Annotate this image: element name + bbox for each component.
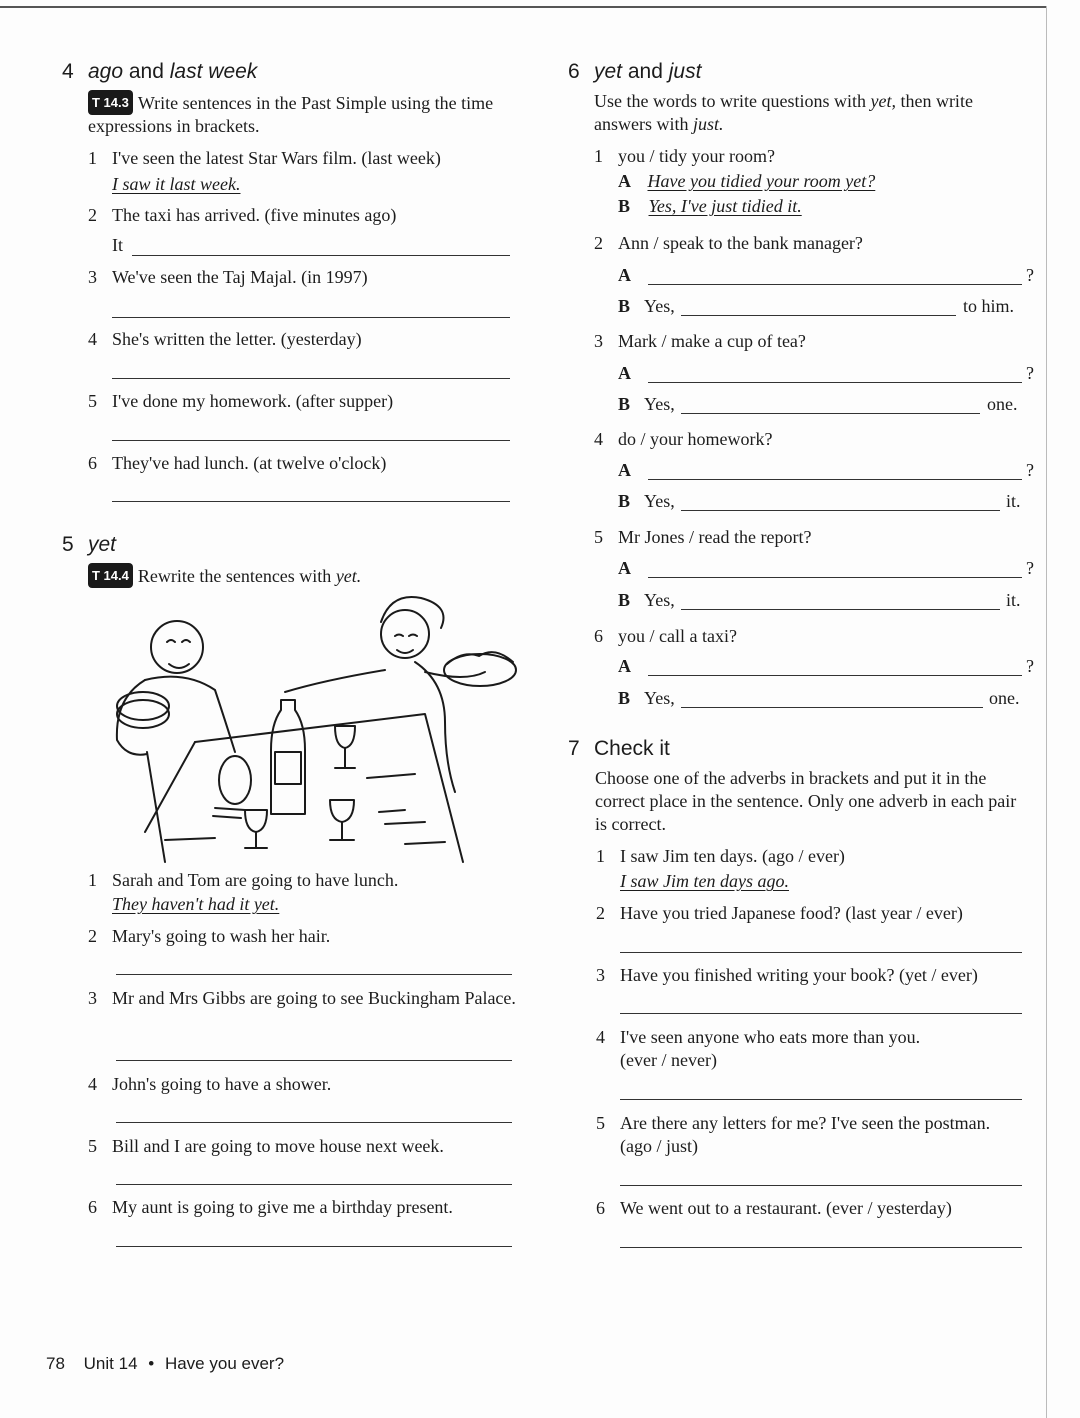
unit-label: Unit 14 [83,1354,138,1373]
sec4-item-2 [88,204,518,257]
speaker-a-letter: A [618,363,631,383]
item-text: Ann / speak to the bank manager? [618,233,863,253]
table-edge [195,714,463,862]
page-footer [46,1354,284,1374]
sec5-item-2 [88,925,518,948]
sec6-item-1-answer-a [618,170,875,193]
item-text: I've seen anyone who eats more than you. (ever / never) [620,1027,921,1070]
speaker-a-letter: A [618,265,631,285]
answer-line[interactable] [112,440,510,441]
answer-suffix: one. [987,394,1018,414]
speaker-a-label [618,264,631,287]
answer-line[interactable] [620,1099,1022,1100]
question-mark: ? [1026,265,1034,285]
speaker-b-row [618,393,675,416]
speaker-a-label [618,362,631,385]
section-7-heading [568,737,1028,761]
section-5-instruction [88,563,512,588]
answer-prefix: Yes, [644,688,675,708]
heading-word-last-week: last week [169,60,258,83]
speaker-b-row [618,589,675,612]
speaker-a-letter: A [618,460,631,480]
woman-body [415,662,455,792]
section-7-instruction: Choose one of the adverbs in brackets and put it in the correct place in the sentence. Only one adverb in each pair is correct. [595,768,1017,834]
item-number: 4 [88,1074,97,1094]
answer-line[interactable] [116,1184,512,1185]
item-number: 5 [88,391,97,411]
item-text: We went out to a restaurant. (ever / yesterday) [620,1198,952,1218]
item-number: 6 [88,453,97,473]
answer-suffix: one. [989,688,1020,708]
section-number: 7 [568,737,580,760]
sec5-item-3 [88,987,518,1010]
page-number: 78 [46,1354,65,1373]
heading-word-ago: ago [88,60,124,83]
item-number: 4 [88,329,97,349]
answer-line[interactable] [112,317,510,318]
instruction-keyword: yet, [870,91,896,111]
man-body [145,677,235,752]
section-4-instruction [88,90,512,138]
wine-glass [335,726,355,768]
item-text: you / tidy your room? [618,146,775,166]
item-text: Sarah and Tom are going to have lunch. [112,870,399,890]
sec5-item-4 [88,1073,518,1096]
section-6-heading [568,60,1028,84]
answer-prefix: Yes, [644,296,675,316]
section-6-instruction [594,90,1028,136]
sec5-item-5 [88,1135,518,1158]
item-text: I've seen the latest Star Wars film. (last week) [112,148,441,168]
sec7-item-5 [596,1112,1026,1158]
speaker-b-letter: B [618,394,631,414]
sec4-item-3 [88,266,518,289]
speaker-a-label: A [618,171,631,191]
item-number: 3 [88,267,97,287]
speaker-a-letter: A [618,656,631,676]
held-plate [219,756,251,804]
wine-glass [245,810,267,848]
item-text: you / call a taxi? [618,626,737,646]
answer-suffix: it. [1006,590,1021,610]
answer-prefix: Yes, [644,394,675,414]
item-text: My aunt is going to give me a birthday present. [112,1197,453,1217]
speaker-b-letter: B [618,590,631,610]
example-answer: Yes, I've just tidied it. [648,196,802,216]
sec6-item-1 [594,145,1024,168]
answer-prefix: Yes, [644,491,675,511]
sec6-item-1-answer-b [618,195,802,218]
item-number: 1 [88,148,97,168]
section-5-heading [62,533,512,557]
item-number: 2 [596,903,605,923]
item-number: 5 [594,527,603,547]
item-number: 4 [594,429,603,449]
sec7-item-1 [596,845,1026,893]
speaker-a-label [618,459,631,482]
item-text: Mary's going to wash her hair. [112,926,331,946]
answer-line[interactable] [620,1185,1022,1186]
item-number: 6 [88,1197,97,1217]
instruction-text: Write sentences in the Past Simple using the time expressions in brackets. [88,93,494,136]
speaker-a-label [618,557,631,580]
bullet-separator: • [148,1354,155,1373]
question-mark: ? [1026,656,1034,676]
answer-line[interactable] [112,378,510,379]
sec6-item-5 [594,526,1024,549]
sec6-item-3 [594,330,1024,353]
item-text: do / your homework? [618,429,773,449]
answer-line[interactable] [132,255,510,256]
item-number: 2 [88,205,97,225]
answer-line[interactable] [620,952,1022,953]
answer-line[interactable] [620,1013,1022,1014]
item-text: Have you finished writing your book? (yet / ever) [620,965,978,985]
sec7-item-2 [596,902,1026,925]
speaker-a-letter: A [618,558,631,578]
answer-line[interactable] [681,510,1000,511]
speaker-b-label: B [618,196,631,216]
item-number: 1 [594,146,603,166]
section-number: 6 [568,60,580,83]
speaker-b-letter: B [618,296,631,316]
item-number: 1 [88,870,97,890]
item-number: 1 [596,846,605,866]
unit-title: Have you ever? [164,1354,285,1373]
answer-prefix: It [112,235,123,255]
heading-title: Check it [594,737,670,760]
heading-word-yet: yet [88,533,117,556]
audio-track-tag: T 14.3 [88,90,133,115]
sec4-item-6 [88,452,518,475]
answer-line[interactable] [116,1246,512,1247]
item-number: 4 [596,1027,605,1047]
item-number: 3 [594,331,603,351]
question-mark: ? [1026,363,1034,383]
item-number: 5 [596,1113,605,1133]
stack-of-plates [117,700,169,728]
instruction-text: Use the words to write questions with [594,91,871,111]
item-text: We've seen the Taj Majal. (in 1997) [112,267,368,287]
item-text: They've had lunch. (at twelve o'clock) [112,453,387,473]
sec7-item-6 [596,1197,1026,1220]
heading-and: and [123,60,170,83]
answer-suffix: it. [1006,491,1021,511]
answer-prefix: Yes, [644,590,675,610]
sec6-item-6 [594,625,1024,648]
question-mark: ? [1026,460,1034,480]
item-text: Mr and Mrs Gibbs are going to see Buckingham Palace. [112,988,516,1008]
item-text: John's going to have a shower. [112,1074,332,1094]
example-answer: Have you tidied your room yet? [647,171,876,191]
example-answer: They haven't had it yet. [112,894,280,914]
answer-line[interactable] [648,479,1022,480]
item-text: Bill and I are going to move house next week. [112,1136,444,1156]
sec6-item-4 [594,428,1024,451]
answer-line[interactable] [681,707,983,708]
item-text: I've done my homework. (after supper) [112,391,394,411]
section-number: 4 [62,60,74,83]
man-head [151,621,203,673]
speaker-b-letter: B [618,688,631,708]
item-number: 6 [596,1198,605,1218]
answer-line[interactable] [681,413,980,414]
speaker-b-letter: B [618,491,631,511]
answer-line[interactable] [116,974,512,975]
sec5-item-1 [88,869,518,916]
instruction-text: Rewrite the sentences with [137,566,336,586]
woman-head [381,610,429,658]
example-answer: I saw Jim ten days ago. [620,871,789,891]
section-7 [568,737,1028,836]
answer-line[interactable] [648,675,1022,676]
heading-word-yet: yet [594,60,623,83]
item-number: 2 [88,926,97,946]
answer-line[interactable] [116,1122,512,1123]
instruction-keyword: yet. [335,566,362,586]
wine-glass [330,800,354,840]
speaker-b-row [618,490,675,513]
item-text: The taxi has arrived. (five minutes ago) [112,205,397,225]
sec7-item-3 [596,964,1026,987]
audio-track-tag: T 14.4 [88,563,133,588]
sec7-item-4 [596,1026,1026,1072]
section-4-heading [62,60,512,84]
item-number: 6 [594,626,603,646]
speaker-b-row [618,687,675,710]
instruction-text: then write answers with [594,91,973,134]
item-text: She's written the letter. (yesterday) [112,329,362,349]
item-text: Mr Jones / read the report? [618,527,812,547]
section-5 [62,533,512,588]
item-number: 3 [88,988,97,1008]
answer-line[interactable] [116,1060,512,1061]
answer-line[interactable] [648,382,1022,383]
item-text: I saw Jim ten days. (ago / ever) [620,846,845,866]
sec5-item-6 [88,1196,518,1219]
item-text: Have you tried Japanese food? (last year / ever) [620,903,963,923]
section-4 [62,60,512,138]
item-number: 5 [88,1136,97,1156]
woman-arm [285,670,385,692]
speaker-a-label [618,655,631,678]
sec4-item-1 [88,147,518,196]
heading-and: and [622,60,669,83]
answer-line[interactable] [648,577,1022,578]
answer-line[interactable] [681,609,1000,610]
answer-suffix: to him. [963,296,1015,316]
example-answer: I saw it last week. [112,174,241,194]
top-rule [0,6,1046,8]
question-mark: ? [1026,558,1034,578]
wine-bottle [271,700,305,814]
page-edge-rule [1046,6,1047,1418]
answer-line[interactable] [112,501,510,502]
answer-line[interactable] [648,284,1022,285]
sec4-item-5 [88,390,518,413]
item-number: 2 [594,233,603,253]
item-text: Are there any letters for me? I've seen the postman. (ago / just) [620,1113,991,1156]
sec4-item-4 [88,328,518,351]
heading-word-just: just [668,60,702,83]
section-number: 5 [62,533,74,556]
item-text: Mark / make a cup of tea? [618,331,806,351]
answer-line[interactable] [620,1247,1022,1248]
sec6-item-2 [594,232,1024,255]
answer-line[interactable] [681,315,956,316]
section-6 [568,60,1028,136]
instruction-keyword: just. [692,114,724,134]
item-number: 3 [596,965,605,985]
speaker-b-row [618,295,675,318]
dinner-table-illustration [85,592,525,864]
